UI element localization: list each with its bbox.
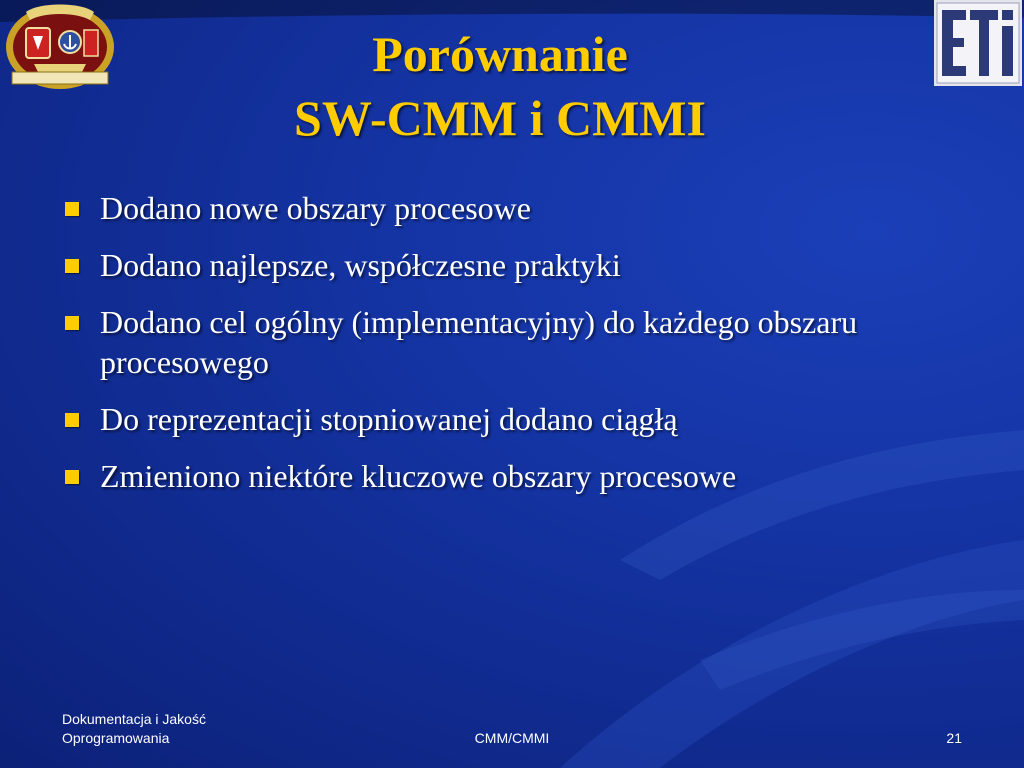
- bullet-text: Dodano nowe obszary procesowe: [100, 190, 531, 226]
- bullet-text: Dodano najlepsze, współczesne praktyki: [100, 247, 621, 283]
- bullet-list: [62, 188, 962, 513]
- page-number: 21: [946, 730, 962, 746]
- title-line-1: Porównanie: [372, 26, 628, 82]
- footer-course-name: [62, 710, 302, 748]
- university-crest-icon: [4, 2, 116, 92]
- list-item: [62, 302, 962, 382]
- footer-course-line-1: Dokumentacja i Jakość: [62, 711, 206, 727]
- bullet-text: Dodano cel ogólny (implementacyjny) do każdego obszaru procesowego: [100, 304, 858, 380]
- footer-topic: CMM/CMMI: [474, 730, 550, 746]
- title-line-2: SW-CMM i CMMI: [294, 90, 706, 146]
- eti-logo-icon: [934, 0, 1022, 86]
- square-bullet-icon: [65, 413, 79, 427]
- footer-course-line-2: Oprogramowania: [62, 730, 170, 746]
- list-item: [62, 188, 962, 228]
- list-item: [62, 399, 962, 439]
- bullet-text: Zmieniono niektóre kluczowe obszary procesowe: [100, 458, 737, 494]
- list-item: [62, 456, 962, 496]
- square-bullet-icon: [65, 202, 79, 216]
- slide-title: [150, 22, 850, 150]
- bullet-text: Do reprezentacji stopniowanej dodano ciągłą: [100, 401, 678, 437]
- list-item: [62, 245, 962, 285]
- square-bullet-icon: [65, 470, 79, 484]
- square-bullet-icon: [65, 259, 79, 273]
- square-bullet-icon: [65, 316, 79, 330]
